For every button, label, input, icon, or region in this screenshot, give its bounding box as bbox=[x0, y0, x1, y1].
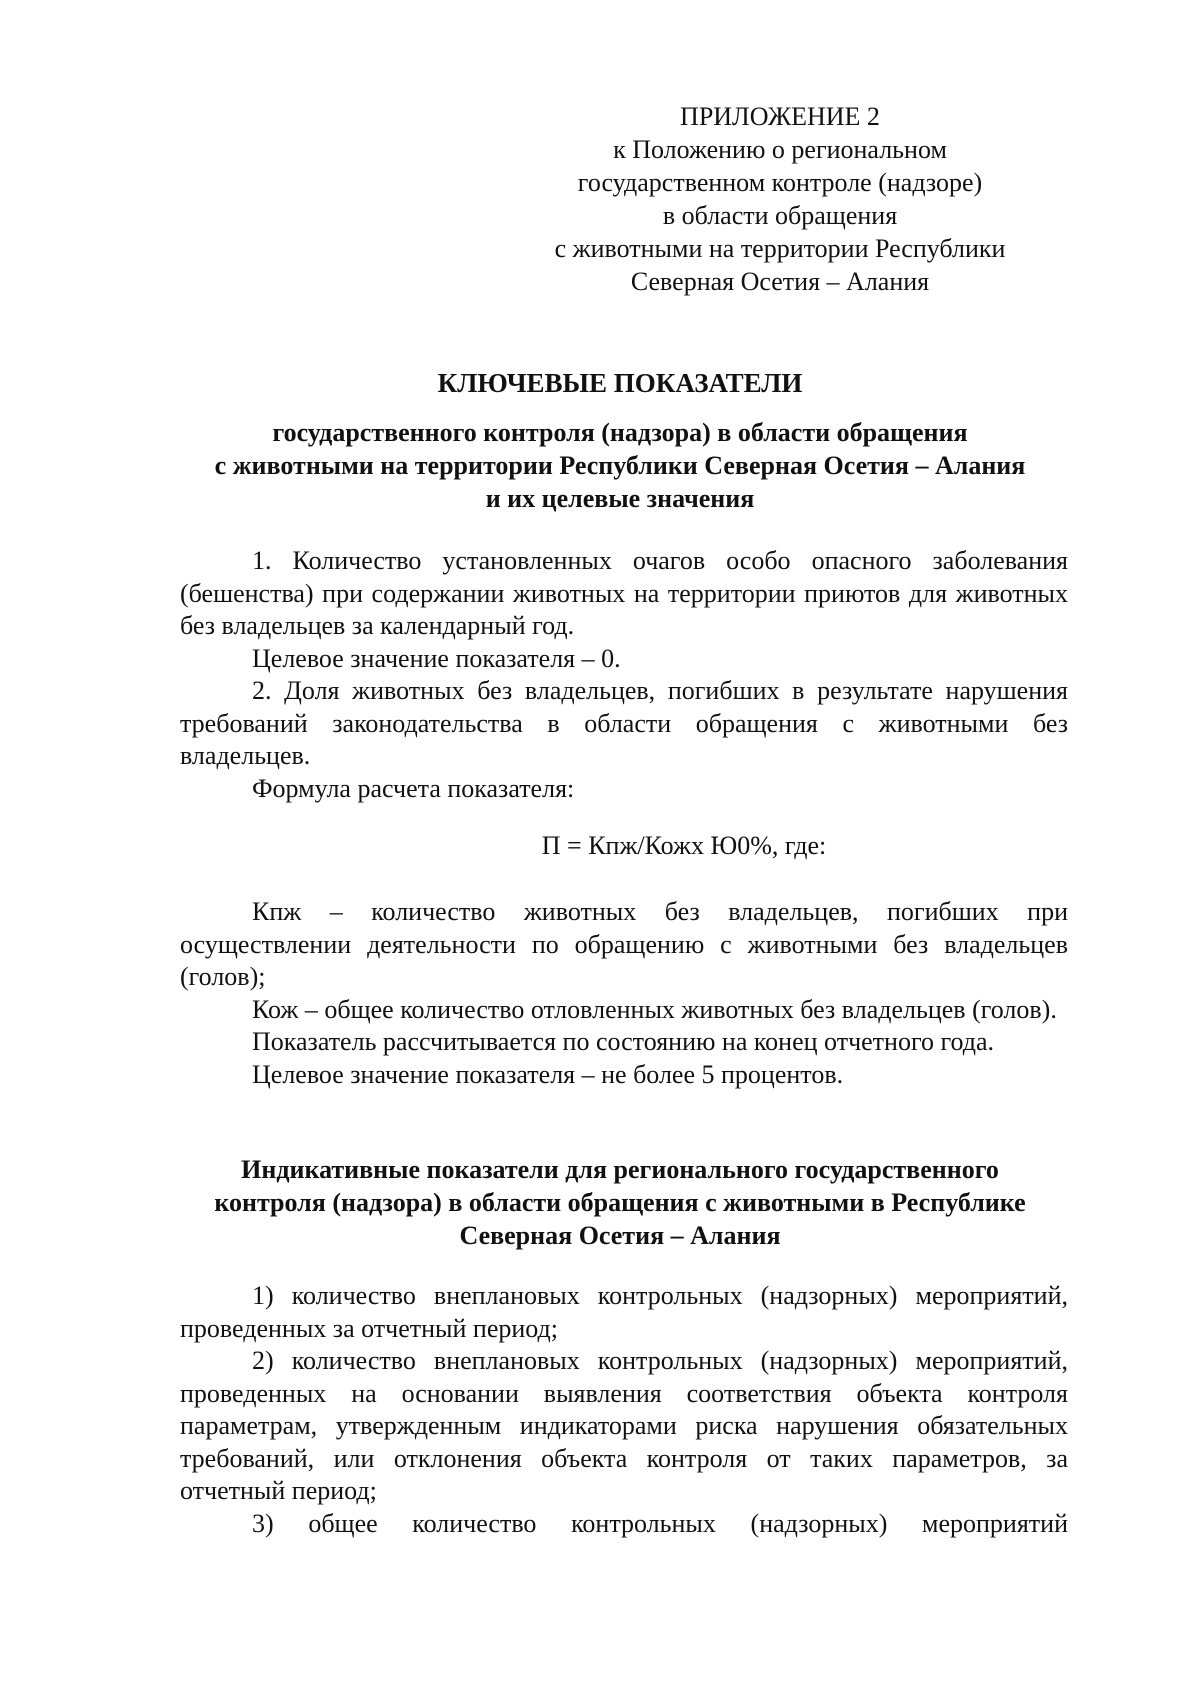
subtitle-line: государственного контроля (надзора) в области обращения bbox=[272, 418, 968, 447]
key-indicators-title-text: КЛЮЧЕВЫЕ ПОКАЗАТЕЛИ bbox=[437, 368, 803, 398]
appendix-line: Северная Осетия – Алания bbox=[630, 267, 930, 296]
indicative-indicators-title bbox=[170, 1153, 1070, 1252]
indicator-item-2-target: Целевое значение показателя – не более 5 процентов. bbox=[252, 1059, 844, 1089]
calculation-note: Показатель рассчитывается по состоянию на конец отчетного года. bbox=[252, 1027, 995, 1056]
definition-kpzh: Кпж – количество животных без владельцев, погибших при осуществлении деятельности по обращению с животными без владельцев (голов); bbox=[180, 897, 1068, 991]
indicator-item-2: 2. Доля животных без владельцев, погибших в результате нарушения требований законодательства в области обращения с животными без владельцев. bbox=[180, 676, 1068, 770]
indicator-item-1-target: Целевое значение показателя – 0. bbox=[252, 643, 621, 673]
indicative-title-line: контроля (надзора) в области обращения с животными в Республике bbox=[214, 1188, 1026, 1217]
appendix-header bbox=[520, 100, 1040, 298]
appendix-line: государственном контроле (надзоре) bbox=[577, 168, 983, 197]
appendix-line: к Положению о региональном bbox=[613, 135, 947, 164]
formula: П = Кпж/Кожх Ю0%, где: bbox=[541, 831, 827, 860]
formula-definitions bbox=[180, 896, 1068, 1091]
indicative-item-3: 3) общее количество контрольных (надзорных) мероприятий bbox=[252, 1508, 1068, 1538]
formula-label: Формула расчета показателя: bbox=[252, 773, 575, 803]
indicative-item-2: 2) количество внеплановых контрольных (надзорных) мероприятий, проведенных на основании выявления соответствия объекта контроля параметрам, утвержденным индикаторами риска нарушения обязательных требований, или отклонения объекта контроля от таких параметров, за отчетный период; bbox=[180, 1346, 1068, 1505]
key-indicators-body bbox=[180, 545, 1068, 805]
indicative-indicators-body bbox=[180, 1280, 1068, 1540]
indicative-item-1: 1) количество внеплановых контрольных (надзорных) мероприятий, проведенных за отчетный период; bbox=[180, 1281, 1068, 1343]
indicative-title-line: Индикативные показатели для регионального государственного bbox=[241, 1155, 999, 1184]
subtitle-line: с животными на территории Республики Северная Осетия – Алания bbox=[214, 451, 1026, 480]
key-indicators-title bbox=[170, 367, 1070, 400]
definition-kozh: Кож – общее количество отловленных животных без владельцев (голов). bbox=[252, 994, 1057, 1024]
subtitle-line: и их целевые значения bbox=[485, 484, 755, 513]
indicative-title-line: Северная Осетия – Алания bbox=[459, 1221, 781, 1250]
appendix-title: ПРИЛОЖЕНИЕ 2 bbox=[680, 102, 880, 131]
key-indicators-subtitle bbox=[170, 416, 1070, 515]
appendix-line: в области обращения bbox=[662, 201, 898, 230]
indicator-item-1: 1. Количество установленных очагов особо опасного заболевания (бешенства) при содержании животных на территории приютов для животных без владельцев за календарный год. bbox=[180, 546, 1068, 640]
appendix-line: с животными на территории Республики bbox=[554, 234, 1006, 263]
